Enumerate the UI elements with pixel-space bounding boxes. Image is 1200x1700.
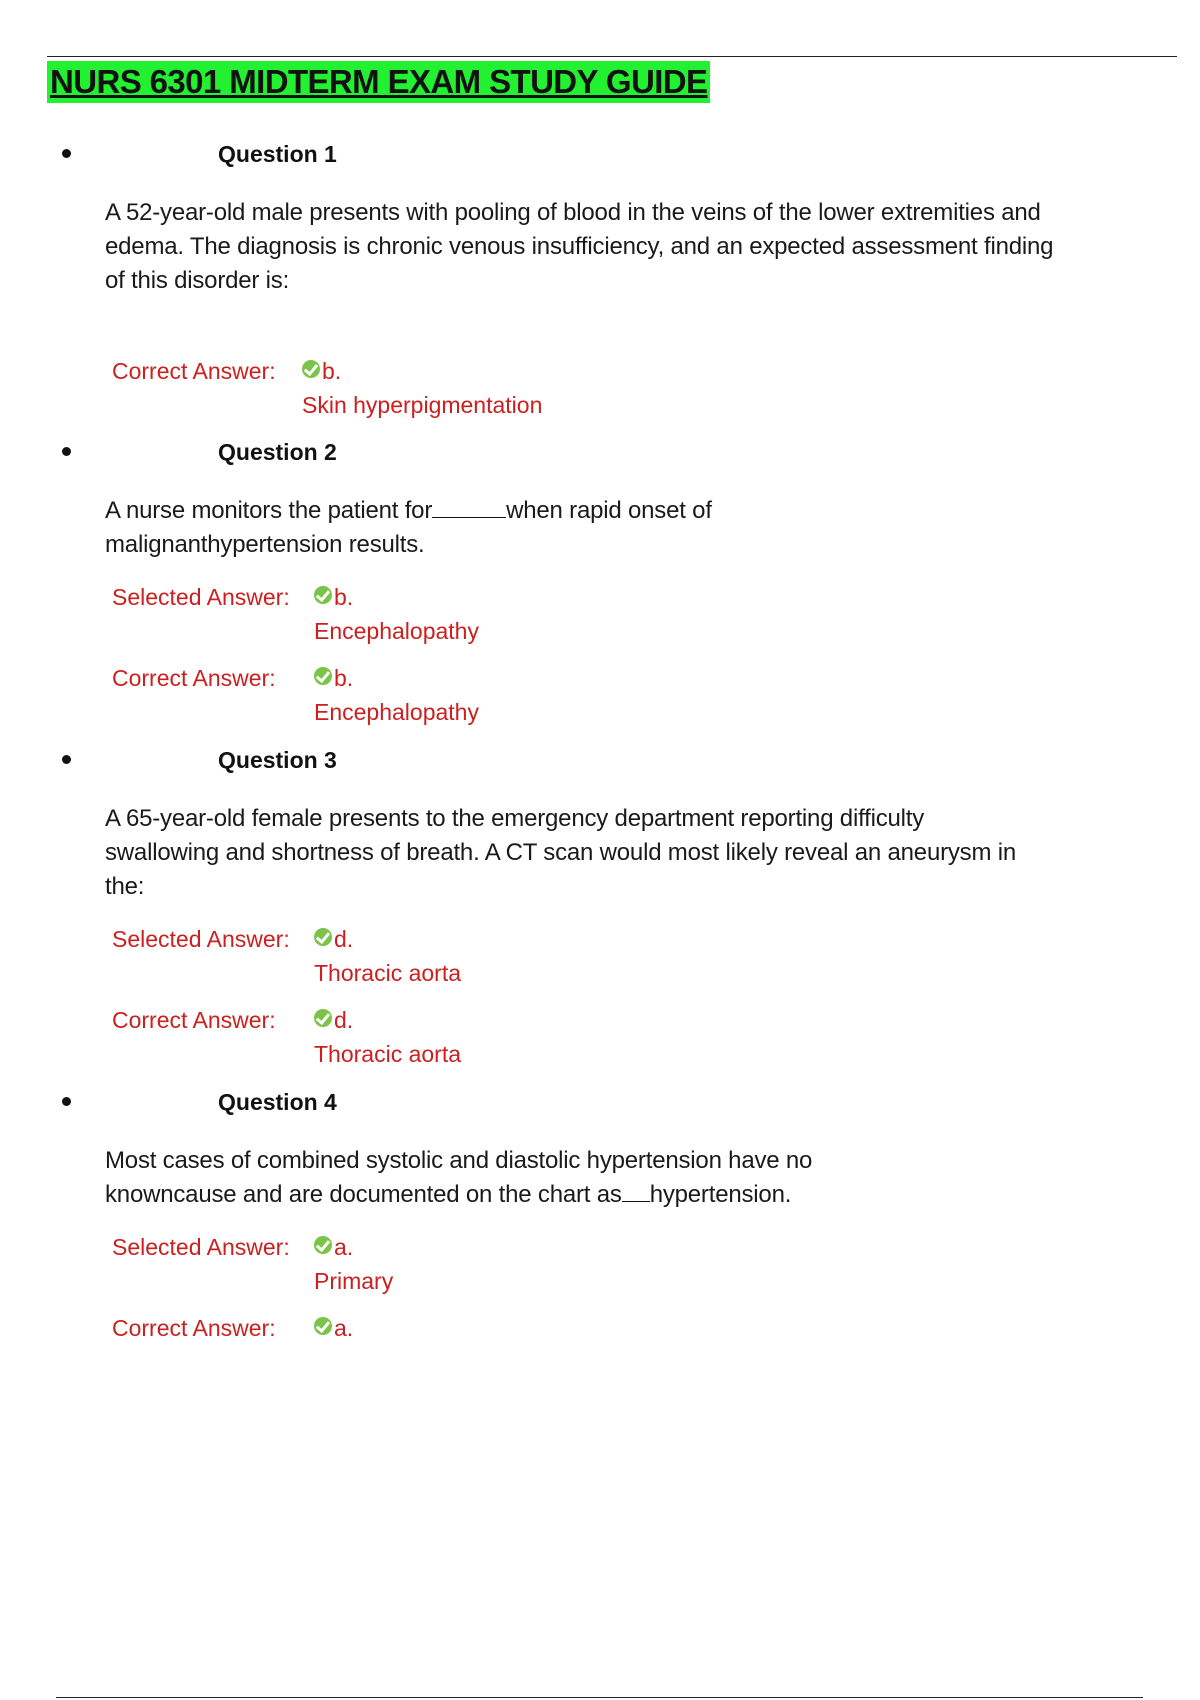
answer-letter: b. <box>334 584 354 610</box>
bullet-icon <box>62 447 71 456</box>
bullet-icon <box>62 1097 71 1106</box>
question-title: Question 4 <box>218 1089 337 1115</box>
answer-text: Skin hyperpigmentation <box>302 392 543 418</box>
answer-letter: b. <box>322 358 342 384</box>
selected-answer-label: Selected Answer: <box>112 926 290 952</box>
answer-text: Primary <box>314 1268 394 1294</box>
document-title: NURS 6301 MIDTERM EXAM STUDY GUIDE <box>47 61 710 103</box>
answer-letter: a. <box>334 1234 354 1260</box>
answer-letter: a. <box>334 1315 354 1341</box>
correct-answer-label: Correct Answer: <box>112 665 276 691</box>
selected-answer <box>112 1230 1200 1298</box>
bottom-rule <box>56 1697 1143 1698</box>
selected-answer <box>112 580 1200 648</box>
question-title: Question 2 <box>218 439 337 465</box>
check-icon <box>314 928 332 946</box>
question-text-before: Most cases of combined systolic and diastolic hypertension have no knowncause and are documented on the chart as <box>105 1147 813 1208</box>
correct-answer <box>112 1311 1200 1345</box>
answer-letter: d. <box>334 1007 354 1033</box>
bullet-icon <box>62 149 71 158</box>
question-3 <box>0 742 1200 1071</box>
answer-blank <box>432 495 506 518</box>
check-icon <box>314 1236 332 1254</box>
question-text: A 65-year-old female presents to the emergency department reporting difficulty swallowing and shortness of breath. A CT scan would most likely reveal an aneurysm in the: <box>105 805 1017 900</box>
question-title: Question 3 <box>218 747 337 773</box>
selected-answer-label: Selected Answer: <box>112 584 290 610</box>
answer-text: Thoracic aorta <box>314 960 462 986</box>
question-header <box>0 742 1200 786</box>
check-icon <box>314 1009 332 1027</box>
correct-answer-label: Correct Answer: <box>112 358 276 384</box>
top-rule <box>47 56 1177 57</box>
question-1 <box>0 136 1200 422</box>
answer-letter: d. <box>334 926 354 952</box>
question-text-before: A nurse monitors the patient for <box>105 497 433 524</box>
check-icon <box>314 586 332 604</box>
answer-blank <box>622 1179 650 1202</box>
question-list <box>0 136 1200 1358</box>
answer-text: Thoracic aorta <box>314 1041 462 1067</box>
question-2 <box>0 434 1200 729</box>
question-header <box>0 434 1200 478</box>
selected-answer-label: Selected Answer: <box>112 1234 290 1260</box>
question-text: A 52-year-old male presents with pooling of blood in the veins of the lower extremities and edema. The diagnosis is chronic venous insufficiency, and an expected assessment finding of this disorder is: <box>105 199 1054 294</box>
question-title: Question 1 <box>218 141 337 167</box>
correct-answer <box>112 354 1200 422</box>
correct-answer <box>112 661 1200 729</box>
answer-letter: b. <box>334 665 354 691</box>
question-text <box>105 494 785 562</box>
question-text-after: hypertension. <box>649 1181 792 1208</box>
check-icon <box>314 1317 332 1335</box>
answer-text: Encephalopathy <box>314 699 479 725</box>
bullet-icon <box>62 755 71 764</box>
check-icon <box>314 667 332 685</box>
question-4 <box>0 1084 1200 1345</box>
question-header <box>0 136 1200 180</box>
question-text <box>105 1144 895 1212</box>
check-icon <box>302 360 320 378</box>
correct-answer-label: Correct Answer: <box>112 1315 276 1341</box>
selected-answer <box>112 922 1200 990</box>
question-header <box>0 1084 1200 1128</box>
correct-answer <box>112 1003 1200 1071</box>
question-text-after: when rapid onset of malignanthypertension results. <box>105 497 712 558</box>
correct-answer-label: Correct Answer: <box>112 1007 276 1033</box>
answer-text: Encephalopathy <box>314 618 479 644</box>
